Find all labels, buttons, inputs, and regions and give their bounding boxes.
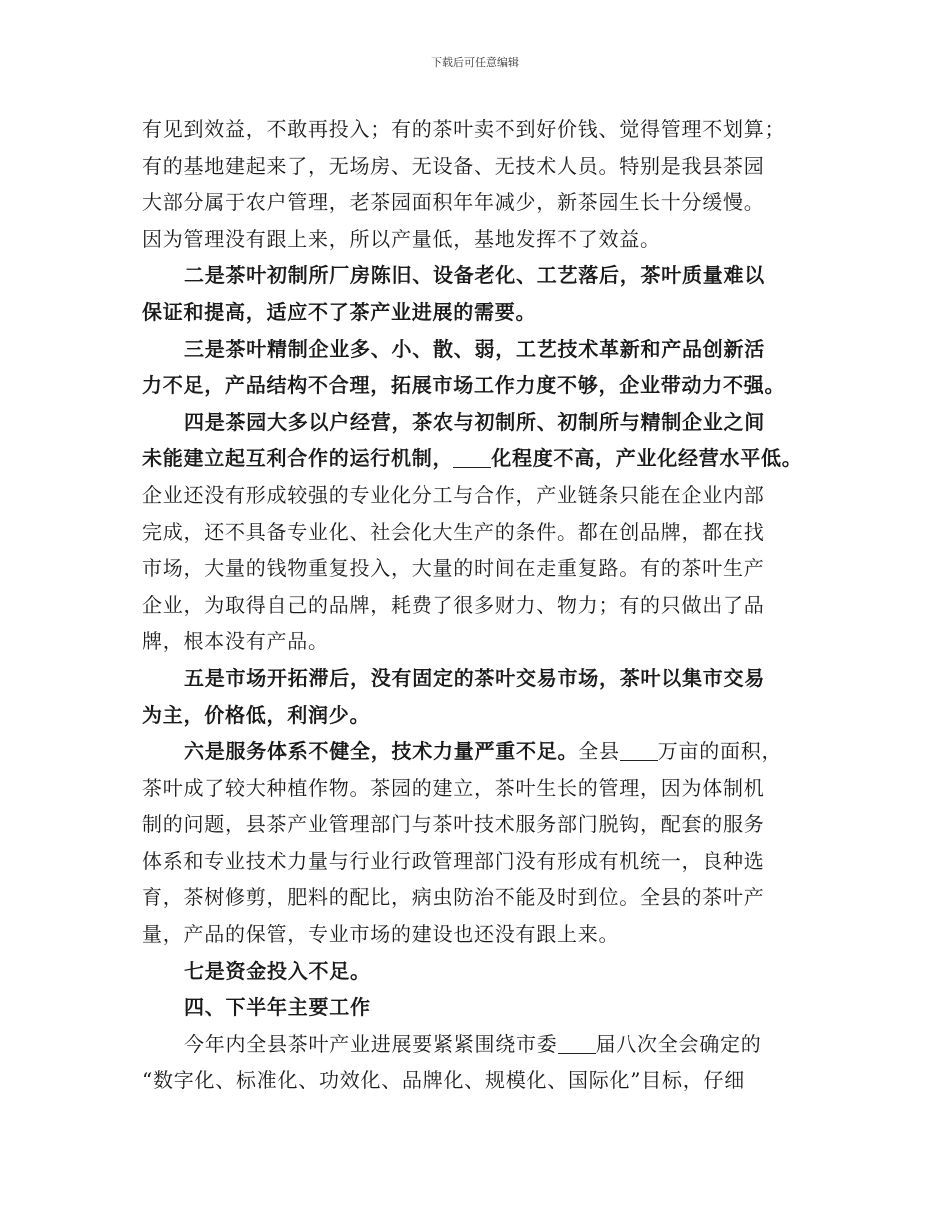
blank-underline [620,742,658,761]
text-line: 四是茶园大多以户经营，茶农与初制所、初制所与精制企业之间 [184,409,765,434]
text-line: 化程度不高，产业化经营水平低。 [491,446,803,471]
text-line: 力不足，产品结构不合理，拓展市场工作力度不够，企业带动力不强。 [142,373,786,398]
document-body [142,111,822,1099]
paragraph-point-3 [142,331,822,404]
text-line: 二是茶叶初制所厂房陈旧、设备老化、工艺落后，茶叶质量难以 [184,263,765,288]
section-heading [142,989,822,1026]
blank-underline [558,1035,596,1054]
text-line: 茶叶成了较大种植作物。茶园的建立，茶叶生长的管理，因为体制机 [142,775,765,800]
text-line: 五是市场开拓滞后，没有固定的茶叶交易市场，茶叶以集市交易 [184,665,765,690]
text-line: 三是茶叶精制企业多、小、散、弱，工艺技术革新和产品创新活 [184,336,765,361]
text-line: 万亩的面积， [657,739,783,764]
paragraph-point-7 [142,953,822,990]
text-line: 七是资金投入不足。 [184,958,371,983]
paragraph-continuation [142,111,822,257]
text-line: 因为管理没有跟上来，所以产量低，基地发挥不了效益。 [142,226,661,251]
paragraph-point-4 [142,404,822,660]
paragraph-point-6 [142,733,822,953]
text-line: 量，产品的保管，专业市场的建设也还没有跟上来。 [142,922,620,947]
paragraph-work-plan [142,1026,822,1099]
text-line: 大部分属于农户管理，老茶园面积年年减少，新茶园生长十分缓慢。 [142,190,765,215]
text-line: 未能建立起互利合作的运行机制， [142,446,454,471]
text-line: 为主，价格低，利润少。 [142,702,371,727]
text-line: 四、下半年主要工作 [184,995,371,1020]
text-line: 育，茶树修剪，肥料的配比，病虫防治不能及时到位。全县的茶叶产 [142,885,765,910]
blank-underline [453,449,491,468]
text-line: 市场，大量的钱物重复投入，大量的时间在走重复路。有的茶叶生产 [142,556,765,581]
text-line: 有的基地建起来了，无场房、无设备、无技术人员。特别是我县茶园 [142,153,765,178]
text-line: 完成，还不具备专业化、社会化大生产的条件。都在创品牌，都在找 [142,519,765,544]
text-line: 保证和提高，适应不了茶产业进展的需要。 [142,299,537,324]
paragraph-point-5 [142,660,822,733]
text-line: 牌，根本没有产品。 [142,629,329,654]
text-line: 体系和专业技术力量与行业行政管理部门没有形成有机统一，良种选 [142,848,765,873]
text-line: 今年内全县茶叶产业进展要紧紧围绕市委 [184,1031,558,1056]
text-line: 企业还没有形成较强的专业化分工与合作，产业链条只能在企业内部 [142,482,765,507]
text-line: 全县 [578,739,620,764]
paragraph-point-2 [142,257,822,330]
page-header: 下载后可任意编辑 [431,56,519,69]
text-line: 制的问题，县茶产业管理部门与茶叶技术服务部门脱钩，配套的服务 [142,812,765,837]
text-line: 届八次全会确定的 [595,1031,762,1056]
text-line: 企业，为取得自己的品牌，耗费了很多财力、物力；有的只做出了品 [142,592,765,617]
text-line: “数字化、标准化、功效化、品牌化、规模化、国际化”目标，仔细 [142,1068,745,1093]
text-line: 六是服务体系不健全，技术力量严重不足。 [184,739,579,764]
text-line: 有见到效益，不敢再投入；有的茶叶卖不到好价钱、觉得管理不划算； [142,117,786,141]
